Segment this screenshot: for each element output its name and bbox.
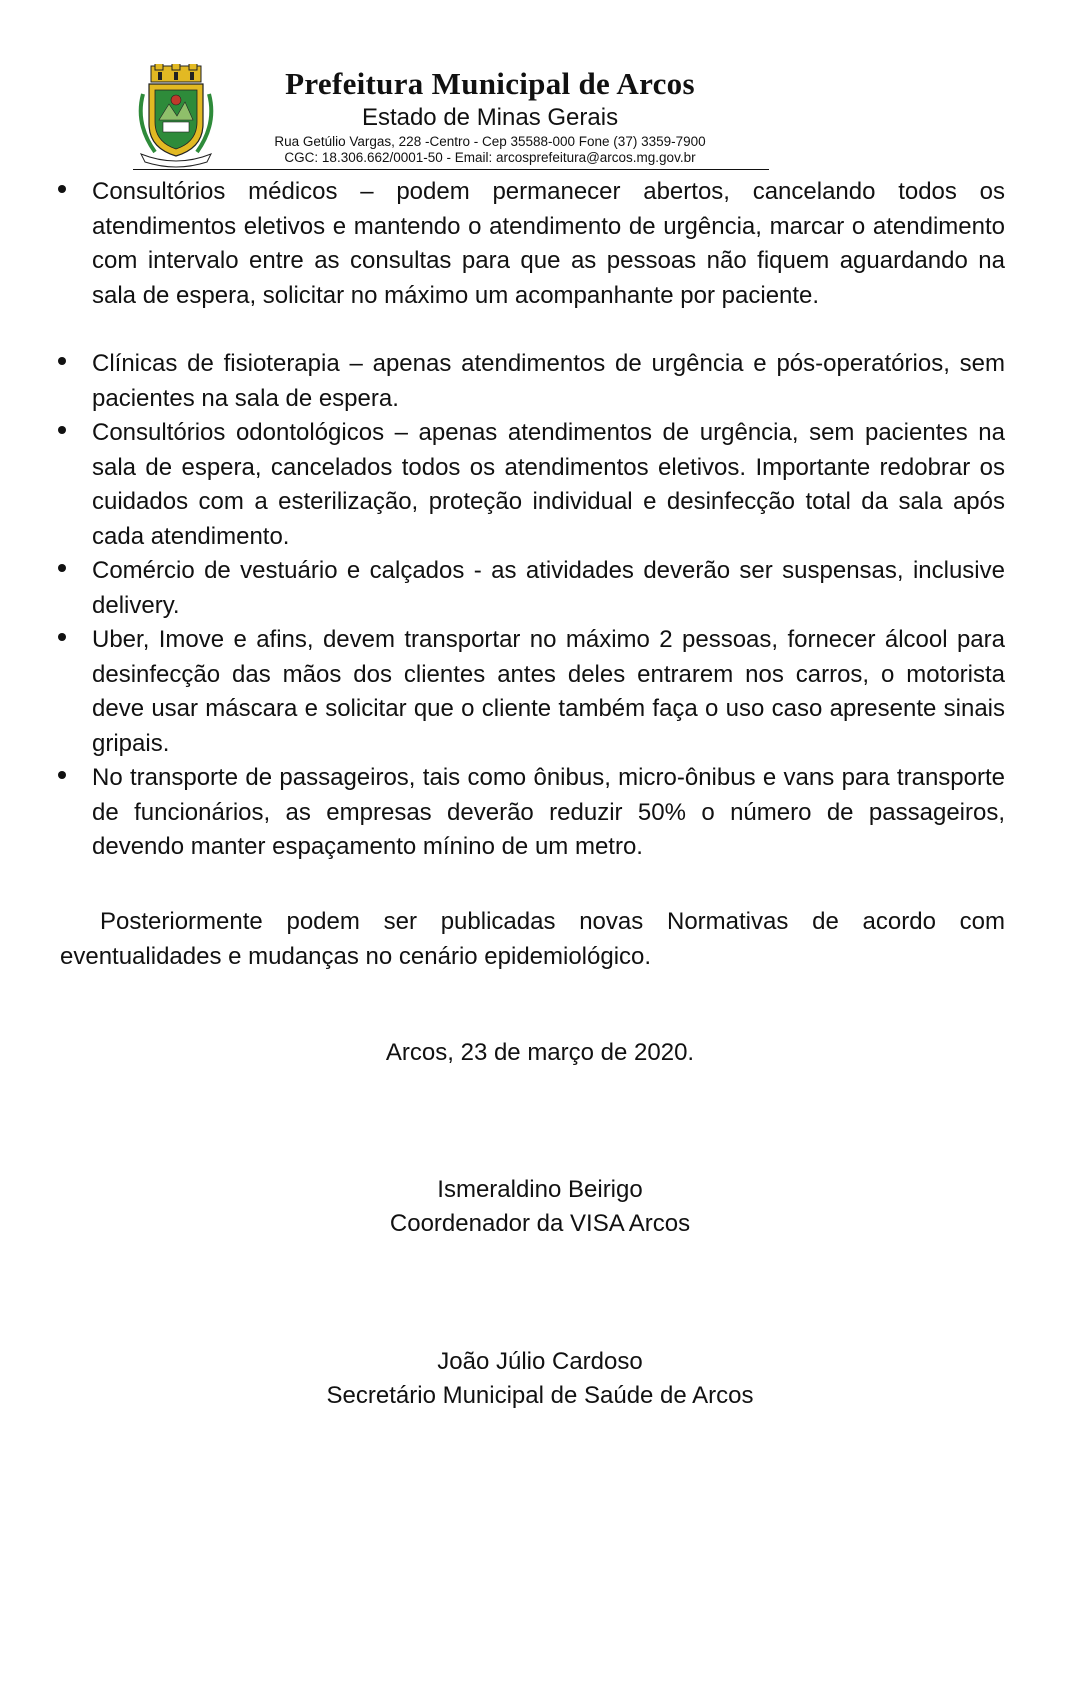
closing-paragraph: Posteriormente podem ser publicadas novas Normativas de acordo com eventualidades e mudanças no cenário epidemiológico. (60, 908, 1005, 970)
bullet-icon (58, 357, 66, 365)
list-item-text: Uber, Imove e afins, devem transportar no máximo 2 pessoas, fornecer álcool para desinfecção das mãos dos clientes antes deles entrarem nos carros, o motorista deve usar máscara e solicitar que o cliente também faça o uso caso apresente sinais gripais. (92, 626, 1005, 757)
bullet-icon (58, 564, 66, 572)
list-item (92, 347, 1005, 416)
bullet-icon (58, 185, 66, 193)
list-item-text: Clínicas de fisioterapia – apenas atendimentos de urgência e pós-operatórios, sem pacientes na sala de espera. (92, 350, 1005, 412)
list-item (92, 623, 1005, 761)
letterhead (0, 0, 1080, 175)
address-line: Rua Getúlio Vargas, 228 -Centro - Cep 35588-000 Fone (37) 3359-7900 (274, 134, 706, 149)
municipal-coat-of-arms-icon (133, 64, 219, 168)
signatory-name: João Júlio Cardoso (437, 1348, 643, 1375)
date-line: Arcos, 23 de março de 2020. (385, 1039, 695, 1066)
list-item-text: No transporte de passageiros, tais como ônibus, micro-ônibus e vans para transporte de funcionários, as empresas deverão reduzir 50% o número de passageiros, devendo manter espaçamento mínino de um metro. (92, 764, 1005, 860)
list-item (92, 761, 1005, 865)
bullet-icon (58, 426, 66, 434)
list-item (92, 175, 1005, 313)
signatory-name: Ismeraldino Beirigo (437, 1176, 643, 1203)
list-item-text: Comércio de vestuário e calçados - as atividades deverão ser suspensas, inclusive delivery. (92, 557, 1005, 619)
list-item-text: Consultórios odontológicos – apenas atendimentos de urgência, sem pacientes na sala de espera, cancelados todos os atendimentos eletivos. Importante redobrar os cuidados com a esterilização, proteção individual e desinfecção total da sala após cada atendimento. (92, 419, 1005, 550)
bullet-icon (58, 633, 66, 641)
signatory-title: Secretário Municipal de Saúde de Arcos (326, 1382, 754, 1409)
list-item (92, 416, 1005, 554)
state-name: Estado de Minas Gerais (361, 104, 619, 131)
header-divider (133, 169, 769, 170)
signatory-title: Coordenador da VISA Arcos (389, 1210, 691, 1237)
list-item (92, 554, 1005, 623)
cgc-email-line: CGC: 18.306.662/0001-50 - Email: arcosprefeitura@arcos.mg.gov.br (284, 150, 696, 165)
list-item-text: Consultórios médicos – podem permanecer abertos, cancelando todos os atendimentos eletivos e mantendo o atendimento de urgência, marcar o atendimento com intervalo entre as consultas para que as pessoas não fiquem aguardando na sala de espera, solicitar no máximo um acompanhante por paciente. (92, 178, 1005, 309)
municipality-title: Prefeitura Municipal de Arcos (285, 66, 695, 101)
bullet-icon (58, 771, 66, 779)
